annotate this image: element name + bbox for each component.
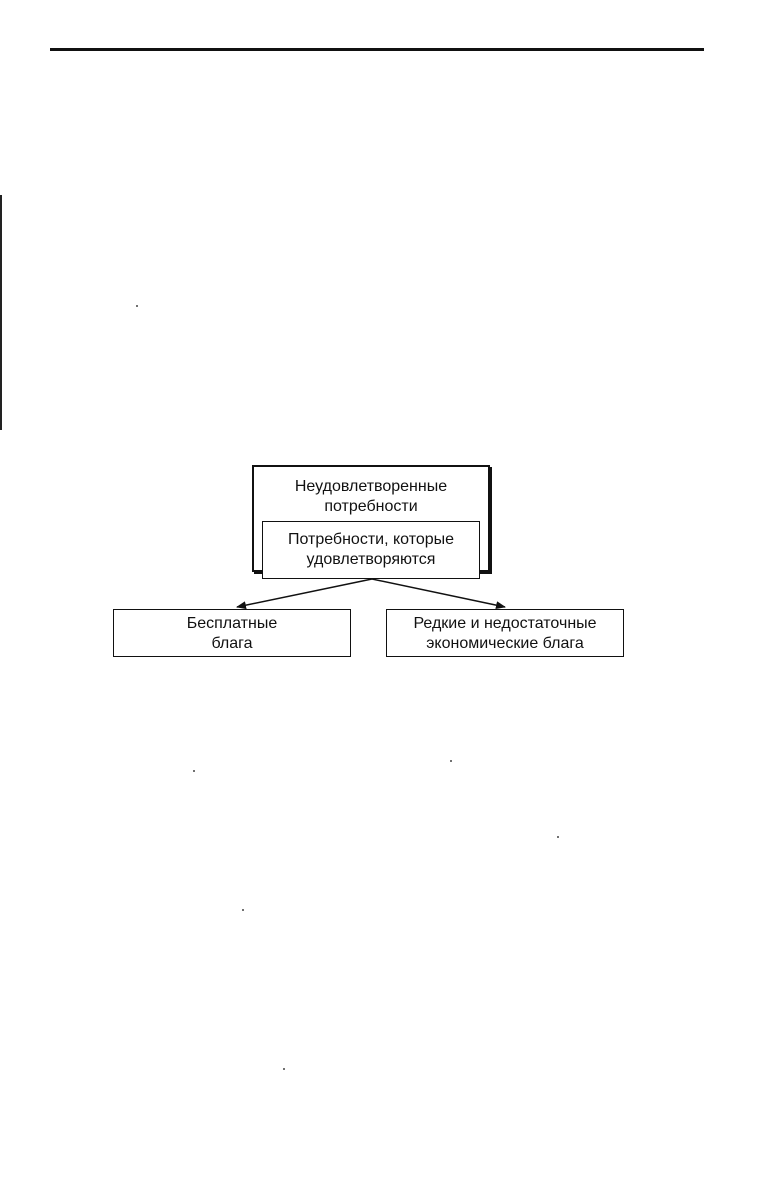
free-goods-line2: блага [211, 635, 253, 652]
satisfied-needs-box [262, 521, 480, 579]
scarce-goods-line1: Редкие и недостаточные [413, 615, 597, 632]
satisfied-needs-line1: Потребности, которые [287, 531, 455, 548]
arrow-to-scarce-goods [372, 579, 505, 607]
arrow-to-free-goods [237, 579, 372, 607]
satisfied-needs-line2: удовлетворяются [306, 551, 436, 568]
free-goods-line1: Бесплатные [186, 615, 278, 632]
free-goods-box [113, 609, 351, 657]
unmet-needs-line1: Неудовлетворенные [294, 478, 448, 495]
scarce-goods-line2: экономические блага [426, 635, 584, 652]
unmet-needs-line2: потребности [324, 498, 418, 515]
scarce-goods-box [386, 609, 624, 657]
